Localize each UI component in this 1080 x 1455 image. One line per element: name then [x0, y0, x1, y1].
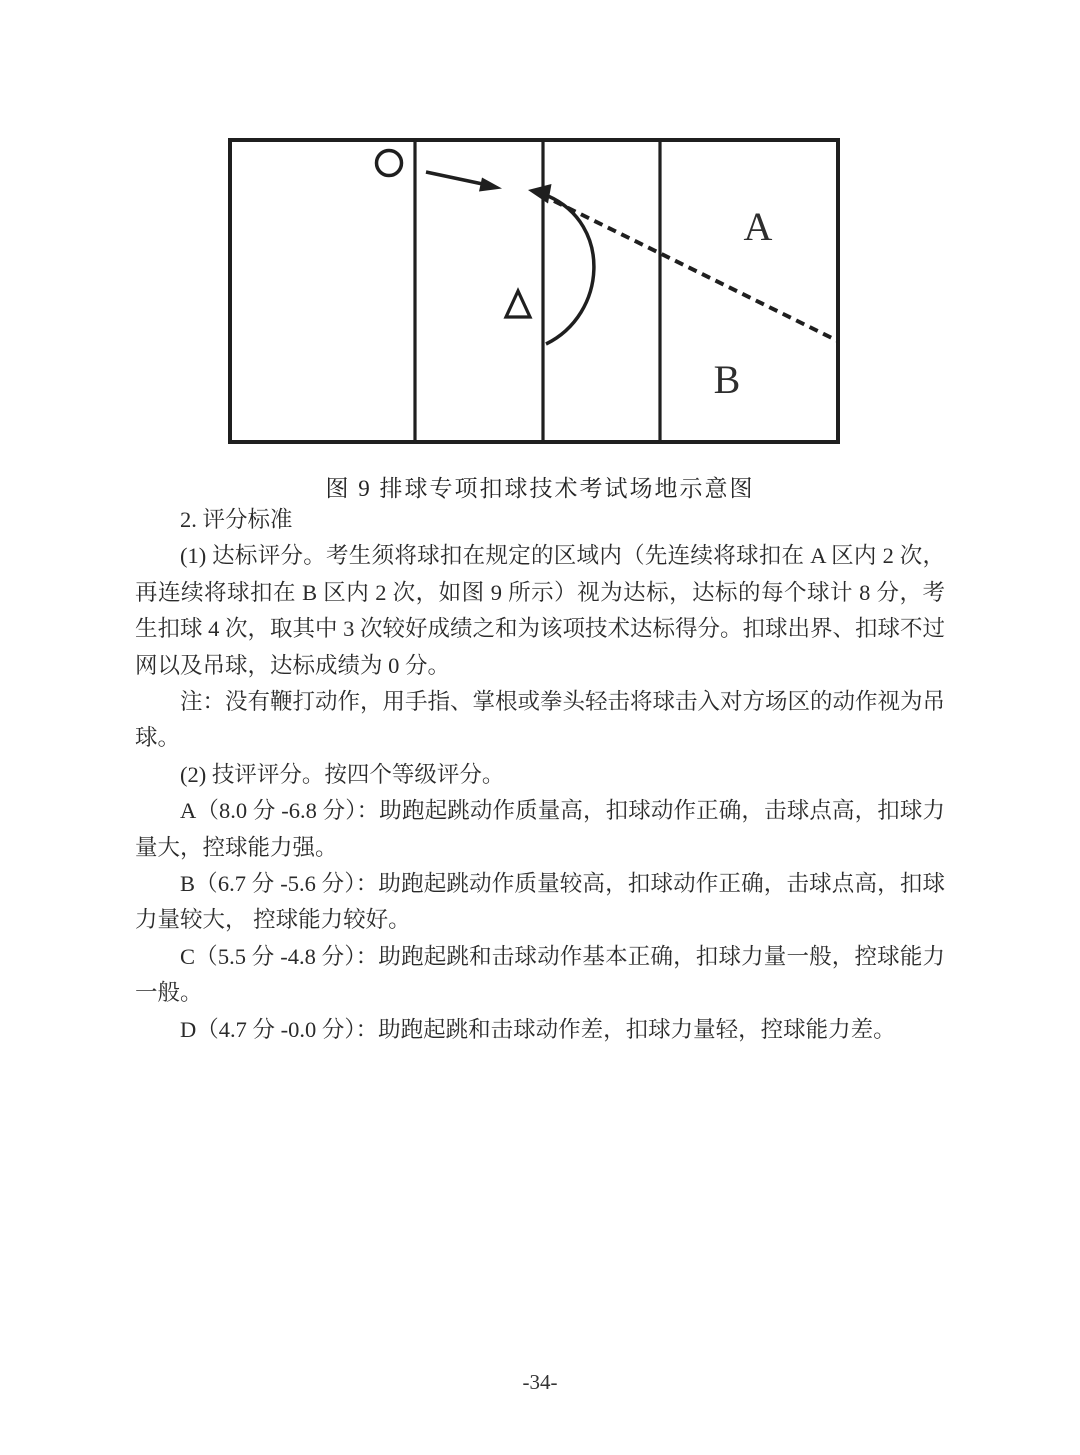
- figure-caption: 图 9 排球专项扣球技术考试场地示意图: [325, 476, 755, 501]
- paragraph-grade-a: A（8.0 分 -6.8 分）：助跑起跳动作质量高，扣球动作正确，击球点高，扣球力量大，控球能力强。: [135, 798, 945, 860]
- toss-arrow-head-icon: [479, 178, 502, 192]
- paragraph-technique-scoring: (2) 技评评分。按四个等级评分。: [180, 761, 505, 787]
- page-number: -34-: [522, 1370, 558, 1394]
- court-outline: [230, 140, 838, 442]
- section-heading: 2. 评分标准: [180, 507, 293, 532]
- paragraph-note: 注：没有鞭打动作，用手指、掌根或拳头轻击将球击入对方场区的动作视为吊球。: [135, 689, 946, 751]
- paragraph-grade-b: B（6.7 分 -5.6 分）：助跑起跳动作质量较高，扣球动作正确，击球点高，扣球力量较大， 控球能力较好。: [135, 871, 945, 933]
- court-diagram: [224, 134, 844, 449]
- tosser-circle-marker: [377, 151, 402, 176]
- zone-a-label: A: [743, 204, 773, 249]
- arc-arrow-head-icon: [528, 184, 552, 204]
- scoring-criteria-text: [135, 502, 945, 1048]
- paragraph-attainment-scoring: (1) 达标评分。考生须将球扣在规定的区域内（先连续将球扣在 A 区内 2 次，再连续将球扣在 B 区内 2 次，如图 9 所示）视为达标，达标的每个球计 8 分，考生扣球 4 次，取其中 3 次较好成绩之和为该项技术达标得分。扣球出界、扣球不过网以及吊球，达标成绩为 0 分。: [135, 543, 946, 678]
- paragraph-grade-c: C（5.5 分 -4.8 分）：助跑起跳和击球动作基本正确，扣球力量一般，控球能力一般。: [135, 943, 945, 1006]
- zone-b-label: B: [713, 357, 741, 402]
- spike-trajectory-dashed-line: [554, 201, 838, 341]
- spiker-triangle-marker: [506, 291, 530, 317]
- paragraph-grade-d: D（4.7 分 -0.0 分）：助跑起跳和击球动作差，扣球力量轻，控球能力差。: [180, 1016, 896, 1042]
- toss-arrow-line: [426, 172, 485, 185]
